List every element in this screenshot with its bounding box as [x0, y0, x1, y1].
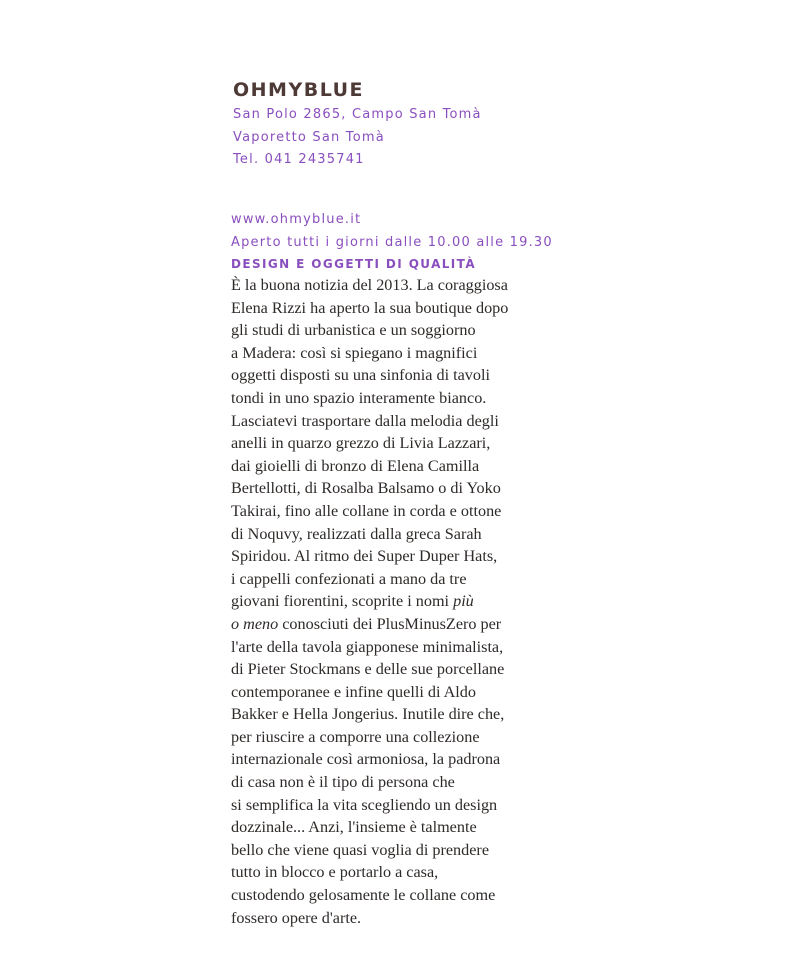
article-line: contemporanee e infine quelli di Aldo	[231, 682, 476, 701]
article-line: tondi in uno spazio interamente bianco.	[231, 388, 487, 407]
article-italic: o meno	[231, 614, 279, 633]
article-line: l'arte della tavola giapponese minimalista,	[231, 637, 504, 656]
article-line: a Madera: così si spiegano i magnifici	[231, 343, 478, 362]
article-line: di Noquvy, realizzati dalla greca Sarah	[231, 524, 482, 543]
website-link[interactable]: www.ohmyblue.it	[231, 212, 362, 227]
address-street: San Polo 2865, Campo San Tomà	[233, 107, 482, 122]
article-line: si semplifica la vita scegliendo un design	[231, 795, 498, 814]
shop-address	[233, 104, 633, 172]
address-vaporetto: Vaporetto San Tomà	[233, 129, 385, 145]
article-line: fossero opere d'arte.	[231, 908, 362, 927]
article-line: Spiridou. Al ritmo dei Super Duper Hats,	[231, 547, 498, 566]
article-line: di casa non è il tipo di persona che	[231, 773, 455, 792]
shop-header	[233, 78, 633, 172]
article-line: dozzinale... Anzi, l'insieme è talmente	[231, 818, 477, 837]
address-phone: Tel. 041 2435741	[233, 152, 365, 167]
article-line: Elena Rizzi ha aperto la sua boutique dopo	[231, 298, 509, 317]
article-line: gli studi di urbanistica e un soggiorno	[231, 321, 476, 340]
article-line: Bakker e Hella Jongerius. Inutile dire che,	[231, 705, 505, 724]
shop-info	[231, 209, 631, 274]
article-line: custodendo gelosamente le collane come	[231, 886, 496, 905]
article-line-text: conosciuti dei PlusMinusZero per	[282, 614, 502, 633]
article-line	[231, 613, 561, 636]
article-line: internazionale così armoniosa, la padrona	[231, 750, 501, 769]
article-line: i cappelli confezionati a mano da tre	[231, 569, 467, 588]
article-line: bello che viene quasi voglia di prendere	[231, 840, 490, 859]
article-body	[231, 274, 561, 929]
article-line: oggetti disposti su una sinfonia di tavoli	[231, 366, 490, 385]
article-line: Takirai, fino alle collane in corda e ottone	[231, 501, 502, 520]
shop-name: OHMYBLUE	[233, 79, 365, 101]
article-line: dai gioielli di bronzo di Elena Camilla	[231, 456, 480, 475]
category-heading: DESIGN E OGGETTI DI QUALITÀ	[231, 257, 477, 271]
article-line: È la buona notizia del 2013. La coraggiosa	[231, 276, 508, 294]
article-line: Bertellotti, di Rosalba Balsamo o di Yoko	[231, 479, 501, 498]
article-line: per riuscire a comporre una collezione	[231, 727, 480, 746]
article-line: di Pieter Stockmans e delle sue porcellane	[231, 660, 505, 679]
article-line: tutto in blocco e portarlo a casa,	[231, 863, 439, 882]
article-line: Lasciatevi trasportare dalla melodia degli	[231, 411, 499, 430]
opening-hours: Aperto tutti i giorni dalle 10.00 alle 19.30	[231, 234, 553, 250]
article-line	[231, 590, 561, 613]
article-line-text: giovani fiorentini, scoprite i nomi	[231, 592, 450, 611]
article-line: anelli in quarzo grezzo di Livia Lazzari,	[231, 434, 491, 453]
article-italic: più	[453, 592, 474, 611]
